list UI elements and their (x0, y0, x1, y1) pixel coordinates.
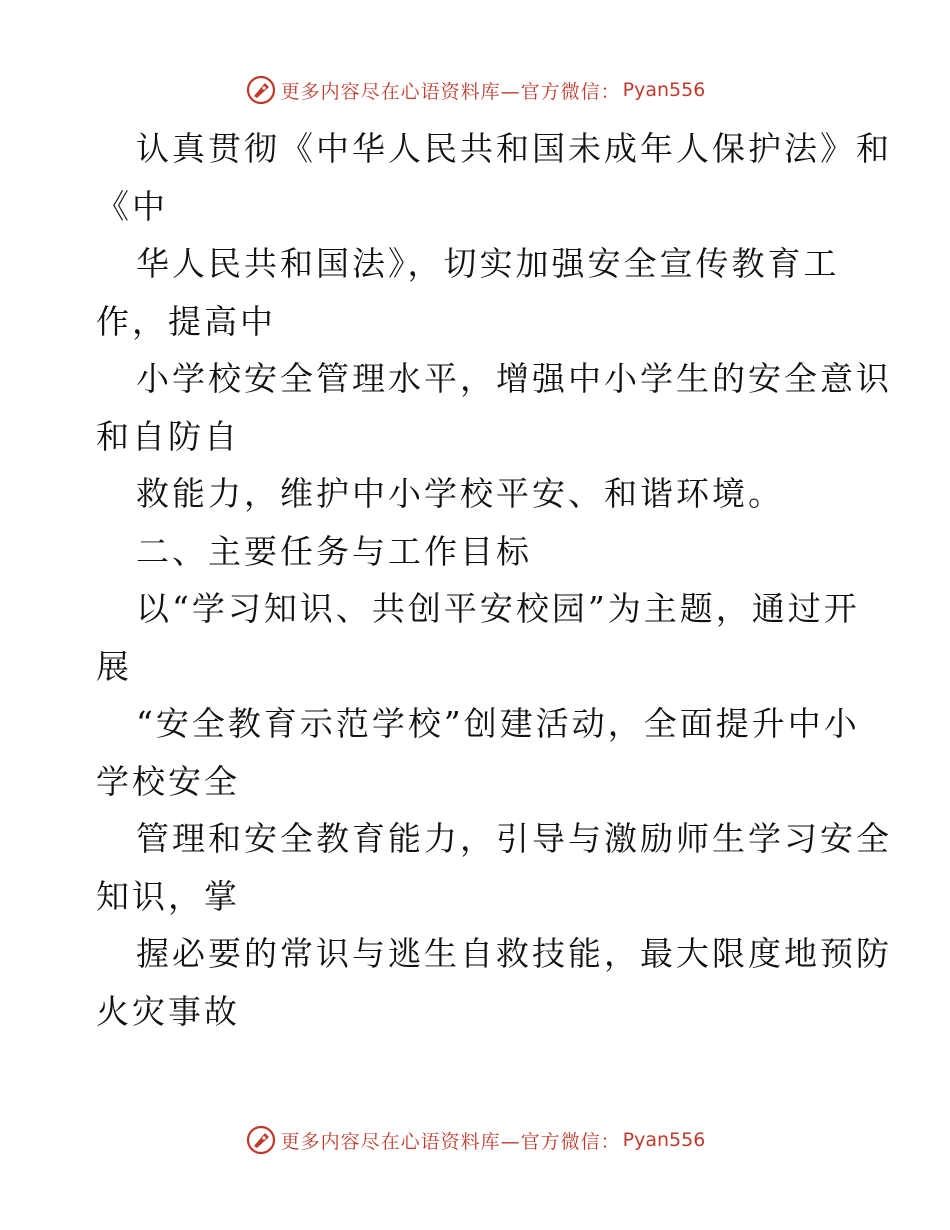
body-line: 《中 (96, 186, 168, 226)
body-line: 握必要的常识与逃生自救技能，最大限度地预防 (136, 934, 892, 973)
header-banner-text: 更多内容尽在心语资料库—官方微信： (280, 80, 621, 103)
body-line: 展 (96, 646, 132, 686)
footer-wechat-id: Pyan556 (622, 1129, 706, 1151)
body-line: 救能力，维护中小学校平安、和谐环境。 (136, 474, 784, 513)
body-line: 知识，掌 (96, 876, 240, 916)
body-line: 作，提高中 (96, 301, 276, 341)
footer-banner-text: 更多内容尽在心语资料库—官方微信： (280, 1130, 621, 1153)
body-line: 小学校安全管理水平，增强中小学生的安全意识 (136, 359, 892, 398)
body-line: “安全教育示范学校”创建活动，全面提升中小 (136, 704, 860, 743)
body-line: 认真贯彻《中华人民共和国未成年人保护法》和 (136, 129, 892, 168)
pen-nib-logo-icon (245, 74, 277, 106)
pen-nib-logo-icon (245, 1124, 277, 1156)
body-line: 管理和安全教育能力，引导与激励师生学习安全 (136, 819, 892, 858)
header-banner (0, 70, 950, 110)
footer-banner (0, 1120, 950, 1160)
header-wechat-id: Pyan556 (622, 79, 706, 101)
body-line: 和自防自 (96, 416, 240, 456)
body-line: 以“学习知识、共创平安校园”为主题，通过开 (136, 589, 860, 628)
body-line: 学校安全 (96, 761, 240, 801)
body-line: 华人民共和国法》，切实加强安全宣传教育工 (136, 244, 840, 283)
body-line: 火灾事故 (96, 991, 240, 1031)
section-heading: 二、主要任务与工作目标 (136, 531, 532, 571)
document-body (96, 120, 892, 1040)
